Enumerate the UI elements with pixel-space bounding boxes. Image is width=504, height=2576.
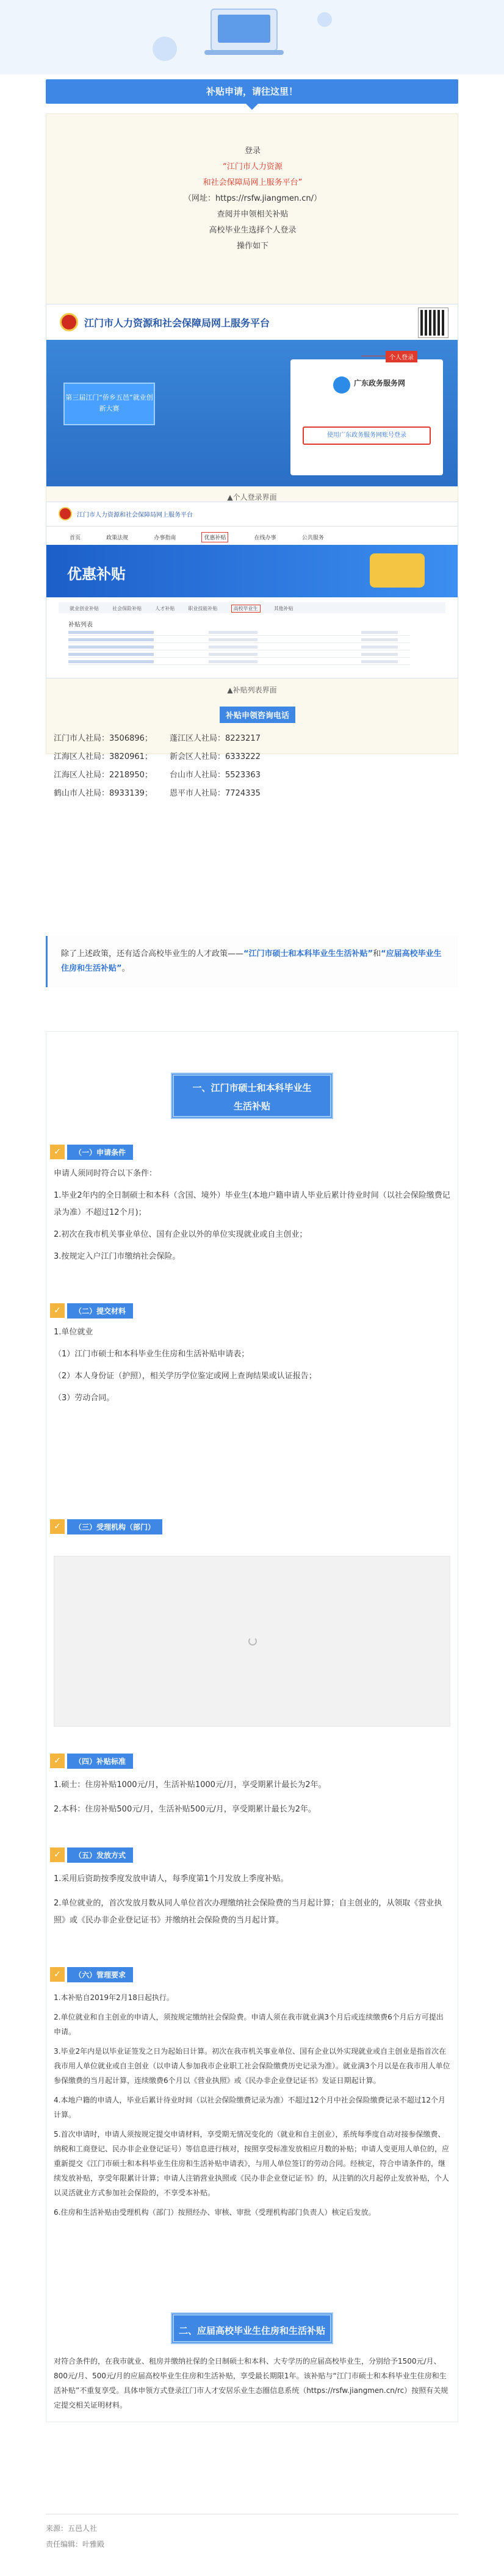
paragraph: 1.本补贴自2019年2月18日起执行。 [54,1993,174,2002]
emblem-icon [60,313,78,331]
laptop-screen [218,15,270,43]
platform-name-line: 和社会保障局网上服务平台” [203,178,303,187]
screenshot-header [46,304,458,340]
contest-banner: 第三届江门“侨乡五邑”就业创新大赛 [63,383,155,425]
conditions-text [54,1165,450,1265]
laptop-base [204,50,284,55]
editor-line: 责任编辑：叶雅殿 [46,2540,105,2549]
paragraph: 1.毕业2年内的全日制硕士和本科（含国、境外）毕业生(本地户籍申请人毕业后累计待业时间（以社会保险缴费记录为准）不超过12个月)； [54,1191,450,1217]
paragraph: 4.本地户籍的申请人，毕业后累计待业时间（以社会保险缴费记录为准）不超过12个月中社会保险缴费记录不超过12个月计算。 [54,2096,445,2119]
hotline-entry: 蓬江区人社局：8223217 [170,734,261,743]
policy-text: 和 [373,949,381,959]
login-line: 登录 [244,146,261,156]
paragraph: 申请人须同时符合以下条件： [54,1169,157,1178]
paragraph: 2.单位就业的，首次发放月数从同人单位首次办理缴纳社会保险费的当月起计算；自主创业的，从领取《营业执照》或《民办非企业登记证书》并缴纳社会保险费的当月起计算。 [54,1899,442,1925]
embedded-map[interactable] [54,1556,450,1727]
hotline-row [54,766,420,785]
shot1-caption: ▲个人登录界面 [227,493,277,502]
coin-illustration [370,553,425,588]
table-row [68,652,410,658]
paragraph: 5.首次申请时，申请人须按规定提交申请材料，享受期无情况变化的（就业和自主创业），系统每季度自动对接参保缴费、纳税和工商登记、民办非企业登记证号）等信息进行核对，按照享受标准发放相应月数的补贴；申请人变更用人单位的，应重新提交《江门市硕士和本科毕业生住房和生活补贴申请表》，与用人单位签订的劳动合同。经核定，符合申请条件的，继续发放补贴，享受年限累计计算；申请人注销营业执照或《民办非企业登记证书》的，从注销的次月起停止发放补贴，个人以灵活就业方式参加社会保险的，不享受本补贴。 [54,2130,450,2197]
login-line: 操作如下 [236,242,268,251]
check-icon: ✓ [50,1303,65,1318]
sub-heading [50,1145,133,1159]
apply-title-bar: 补贴申请，请往这里！ [46,79,458,104]
section2-header: 二、应届高校毕业生住房和生活补贴 [171,2312,333,2344]
gd-logo-icon [333,376,350,394]
check-icon: ✓ [50,1519,65,1534]
paragraph: 2.单位就业和自主创业的申请人，须按规定缴纳社会保险费。申请人须在我市就业满3个月后或连续缴费6个月后方可提出申请。 [54,2013,444,2036]
article-footer [46,2514,458,2552]
paragraph: （2）本人身份证（护照），相关学历学位鉴定或网上查询结果或认证报告； [54,1372,317,1381]
policy-highlight: “应届高校毕业生住房和生活补贴” [61,949,442,973]
sub-heading-label: （六）管理要求 [67,1967,133,1982]
subsidy-list-screenshot [46,502,458,678]
nav-item-highlighted: 优惠补贴 [201,532,228,542]
hotline-entry: 新会区人社局：6333222 [170,752,261,761]
paragraph: 3.按规定入户江门市缴纳社会保险。 [54,1252,181,1261]
screenshot-site-name: 江门市人力资源和社会保障局网上服务平台 [84,317,270,329]
sub-heading-label: （二）提交材料 [67,1303,133,1319]
check-icon: ✓ [50,1145,65,1159]
tab-item-highlighted: 高校毕业生 [231,605,261,613]
sub-heading [50,1967,133,1982]
paragraph: 3.毕业2年内是以毕业证签发之日为起始日计算。初次在我市机关事业单位、国有企业以外实现就业或自主创业是指首次在我市用人单位就业或自主创业（以申请人参加我市企业职工社会保险缴费历史记录为准）。就业满3个月以是在我市用人单位参保缴费的当月起计算，连续缴费6个月以《营业执照》或《民办非企业登记证书》发证日期起计算。 [54,2047,450,2085]
materials-text [54,1324,450,1407]
policy-text: 除了上述政策，还有适合高校毕业生的人才政策—— [61,949,244,959]
check-icon: ✓ [50,1967,65,1982]
paragraph: 6.住房和生活补贴由受理机构（部门）按照经办、审核、审批（受理机构部门负责人）核定后发放。 [54,2208,376,2217]
screenshot-hero [46,545,458,597]
hotline-entry: 江海区人社局：2218950； [54,771,153,780]
login-line: 查阅并申领相关补贴 [217,210,289,219]
nav-item: 公共服务 [301,535,324,541]
platform-name-line: “江门市人力资源 [223,162,283,171]
table-row [68,630,410,636]
shot2-caption: ▲补贴列表界面 [227,686,277,694]
standards-text [54,1777,450,1818]
nav-item: 办事指南 [154,535,176,541]
table-title: 补贴列表 [68,622,93,628]
screenshot-tabs [59,602,445,613]
tab-item: 职业技能补贴 [188,606,218,611]
table-row [68,645,410,650]
personal-login-tag: 个人登录 [386,351,417,362]
emblem-icon [59,507,72,520]
paragraph: 2.初次在我市机关事业单位、国有企业以外的单位实现就业或自主创业； [54,1230,308,1239]
platform-url[interactable]: （网址：https://rsfw.jiangmen.cn/） [183,194,322,203]
sub-heading-label: （一）申请条件 [67,1145,133,1160]
hotline-entry: 恩平市人社局：7724335 [170,789,261,798]
check-icon: ✓ [50,1847,65,1862]
paragraph: （1）江门市硕士和本科毕业生住房和生活补贴申请表； [54,1350,250,1359]
hotline-entry: 江门市人社局：3506896； [54,734,153,743]
tab-item: 就业创业补贴 [70,606,99,611]
gd-login-button: 使用广东政务服务网账号登录 [303,426,431,445]
sub-heading [50,1754,133,1768]
hero-title: 优惠补贴 [67,566,126,583]
sub-heading [50,1847,133,1862]
login-panel [290,359,443,475]
paragraph: （3）劳动合同。 [54,1394,115,1403]
hotline-entry: 台山市人社局：5523363 [170,771,261,780]
section2-text: 对符合条件的，在我市就业、租房并缴纳社保的全日制硕士和本科、大专学历的应届高校毕业生，分别给予1500元/月、800元/月、500元/月的应届高校毕业生住房和生活补贴，享受最长期限1年。该补贴与“江门市硕士和本科毕业生住房和生活补贴”不重复享受。具体申领方式登录江门市人才安居乐业生态圈信息系统（https://rsfw.jiangmen.cn/rc）按照有关规定提交相关证明材料。 [54,2357,448,2409]
qr-code-icon [419,308,448,337]
login-instructions [46,143,459,254]
screenshot-site-name: 江门市人力资源和社会保障局网上服务平台 [77,512,193,519]
header-banner [0,0,504,74]
hotline-entry: 江海区人社局：3820961； [54,752,153,761]
hotline-row [54,748,420,766]
table-row [68,638,410,643]
paragraph: 1.采用后资助按季度发放申请人，每季度第1个月发放上季度补贴。 [54,1874,289,1883]
screenshot-top [46,502,458,527]
sub-heading [50,1519,162,1534]
login-line: 高校毕业生选择个人登录 [209,226,297,235]
hotline-entry: 鹤山市人社局：8933139； [54,789,153,798]
paragraph: 1.单位就业 [54,1328,93,1337]
gd-service-name: 广东政务服务网 [354,379,406,387]
section1-title-line: 一、江门市硕士和本科毕业生 [192,1082,312,1093]
tab-item: 其他补贴 [273,606,293,611]
management-text [54,1990,450,2220]
hotline-row [54,785,420,803]
laptop-illustration [211,9,278,51]
source-line: 来源：五邑人社 [46,2524,98,2533]
hotline-row [54,730,420,748]
payment-text [54,1871,450,1929]
paragraph: 2.本科：住房补贴500元/月，生活补贴500元/月，享受期累计最长为2年。 [54,1805,317,1814]
hotline-title: 补贴申领咨询电话 [220,707,295,723]
loading-spinner-icon [248,1637,257,1646]
section1-title-line: 生活补贴 [233,1101,270,1112]
table-row [68,660,410,665]
policy-text: 。 [121,964,130,973]
check-icon: ✓ [50,1754,65,1768]
nav-item: 首页 [70,535,81,541]
policy-intro [46,936,458,987]
sub-heading-label: （三）受理机构（部门） [67,1519,162,1534]
screenshot-nav [46,527,458,545]
sub-heading [50,1303,133,1318]
nav-item: 在线办事 [254,535,276,541]
sub-heading-label: （四）补贴标准 [67,1754,133,1769]
paragraph: 1.硕士：住房补贴1000元/月，生活补贴1000元/月，享受期累计最长为2年。 [54,1780,326,1790]
section1-header [171,1073,333,1119]
hotline-list [54,730,420,803]
tab-item: 社会保险补贴 [112,606,142,611]
policy-highlight: “江门市硕士和本科毕业生生活补贴” [243,949,373,959]
decorative-circle [153,37,177,61]
sub-heading-label: （五）发放方式 [67,1847,133,1863]
nav-item: 政策法规 [106,535,129,541]
decorative-circle [317,12,332,27]
tab-item: 人才补贴 [155,606,175,611]
personal-login-screenshot [46,304,458,487]
